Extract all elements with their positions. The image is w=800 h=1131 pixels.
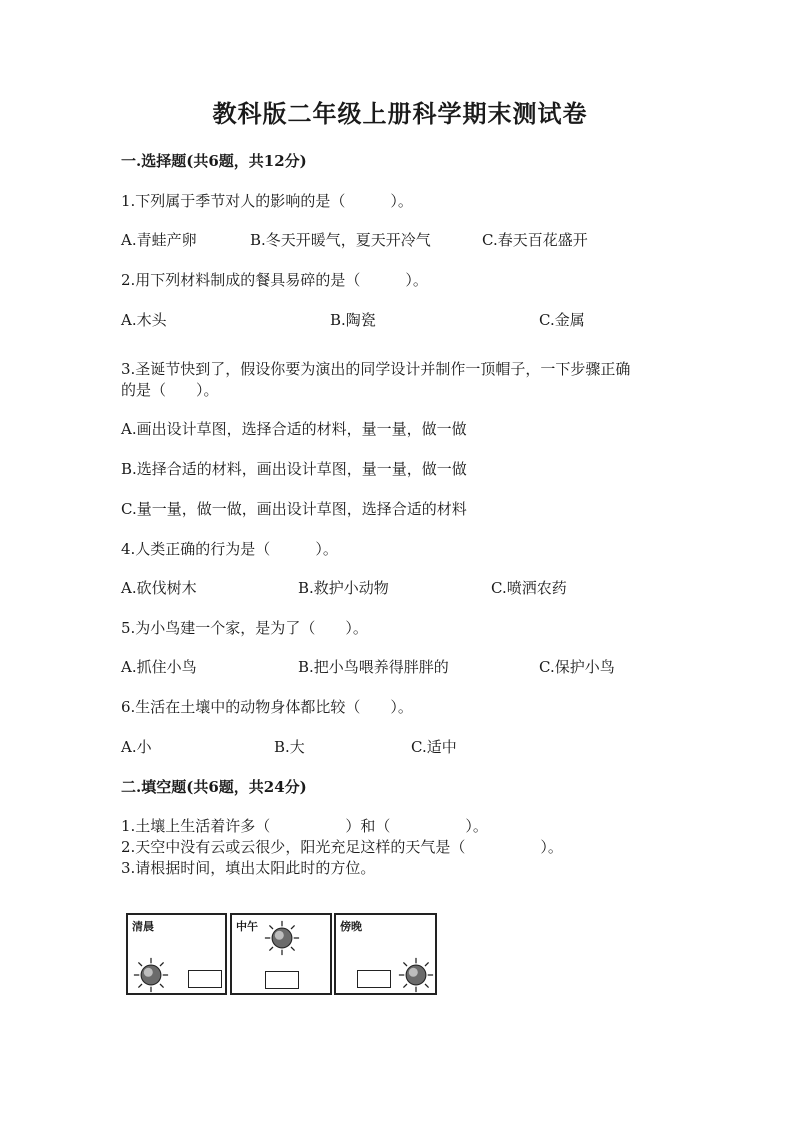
sun-icon (398, 957, 434, 993)
question-1-option-c: C.春天百花盛开 (482, 231, 588, 249)
question-3-stem-line1: 3.圣诞节快到了，假设你要为演出的同学设计并制作一顶帽子，一下步骤正确 (121, 360, 631, 378)
fill-question-1: 1.土壤上生活着许多（ ）和（ ）。 (121, 817, 488, 835)
section-2-heading: 二.填空题(共6题，共24分) (121, 778, 307, 796)
question-1-option-a: A.青蛙产卵 (121, 231, 197, 249)
page-title: 教科版二年级上册科学期末测试卷 (212, 99, 588, 128)
question-2-option-b: B.陶瓷 (330, 311, 376, 329)
question-6-option-b: B.大 (274, 738, 305, 756)
question-1-option-b: B.冬天开暖气，夏天开冷气 (250, 231, 431, 249)
sun-icon (133, 957, 169, 993)
question-2-option-a: A.木头 (121, 311, 167, 329)
question-4-option-b: B.救护小动物 (298, 579, 389, 597)
panel-noon (230, 913, 332, 995)
question-3-stem-line2: 的是（ ）。 (121, 381, 219, 399)
panel-evening-label: 傍晚 (340, 920, 362, 933)
question-5-option-a: A.抓住小鸟 (121, 658, 197, 676)
answer-box-noon[interactable] (265, 971, 299, 989)
panel-morning-label: 清晨 (132, 920, 154, 933)
panel-evening (334, 913, 437, 995)
section-1-heading: 一.选择题(共6题，共12分) (121, 152, 307, 170)
answer-box-evening[interactable] (357, 970, 391, 988)
fill-question-3: 3.请根据时间，填出太阳此时的方位。 (121, 859, 376, 877)
question-5-stem: 5.为小鸟建一个家，是为了（ ）。 (121, 619, 368, 637)
question-4-stem: 4.人类正确的行为是（ ）。 (121, 540, 338, 558)
question-3-option-b: B.选择合适的材料，画出设计草图，量一量，做一做 (121, 460, 467, 478)
question-6-option-c: C.适中 (411, 738, 457, 756)
question-4-option-c: C.喷洒农药 (491, 579, 567, 597)
question-4-option-a: A.砍伐树木 (121, 579, 197, 597)
question-2-option-c: C.金属 (539, 311, 585, 329)
question-5-option-b: B.把小鸟喂养得胖胖的 (298, 658, 449, 676)
question-6-option-a: A.小 (121, 738, 152, 756)
question-5-option-c: C.保护小鸟 (539, 658, 615, 676)
question-1-stem: 1.下列属于季节对人的影响的是（ ）。 (121, 192, 413, 210)
panel-morning (126, 913, 227, 995)
question-2-stem: 2.用下列材料制成的餐具易碎的是（ ）。 (121, 271, 428, 289)
question-6-stem: 6.生活在土壤中的动物身体都比较（ ）。 (121, 698, 413, 716)
sun-icon (264, 920, 300, 956)
fill-question-2: 2.天空中没有云或云很少，阳光充足这样的天气是（ ）。 (121, 838, 563, 856)
question-3-option-a: A.画出设计草图，选择合适的材料，量一量，做一做 (121, 420, 467, 438)
question-3-option-c: C.量一量，做一做，画出设计草图，选择合适的材料 (121, 500, 467, 518)
answer-box-morning[interactable] (188, 970, 222, 988)
panel-noon-label: 中午 (236, 920, 258, 933)
